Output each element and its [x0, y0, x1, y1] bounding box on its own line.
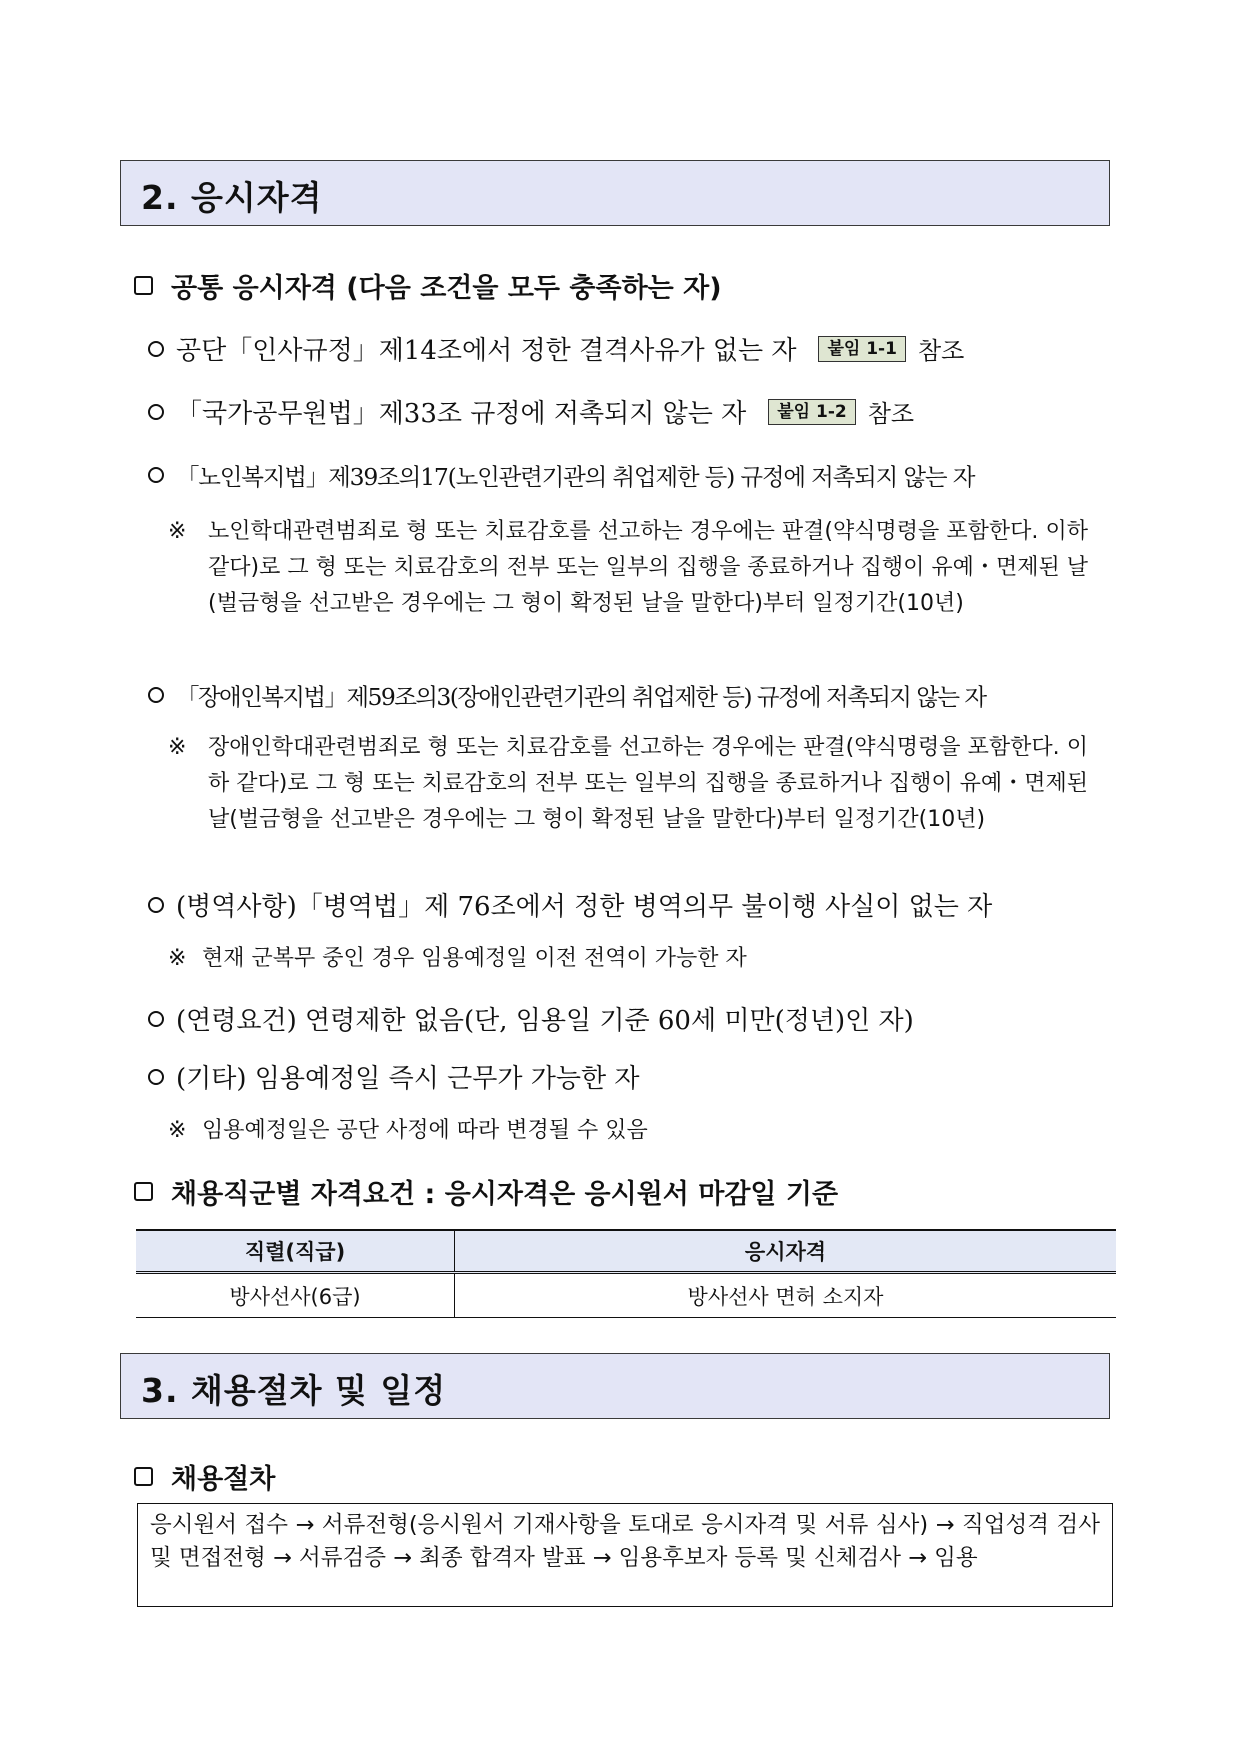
qualification-item-2-suffix: 참조 [867, 400, 915, 428]
qualification-item-2 [148, 393, 914, 430]
note-elderly-abuse [168, 514, 1128, 664]
checkbox-square-icon [134, 276, 153, 295]
qualification-item-4-text: 「장애인복지법」제59조의3(장애인관련기관의 취업제한 등) 규정에 저촉되지 않는 자 [176, 683, 986, 711]
qualification-item-3 [148, 458, 974, 492]
table-cell-qualification: 방사선사 면허 소지자 [455, 1273, 1117, 1318]
qualification-item-1-suffix: 참조 [917, 337, 965, 365]
qualification-item-5-text: (병역사항)「병역법」제 76조에서 정한 병역의무 불이행 사실이 없는 자 [176, 892, 993, 922]
note-mark-icon: ※ [168, 1118, 187, 1143]
note-military [168, 941, 1128, 977]
job-qualifications-heading [134, 1172, 838, 1211]
note-start-date [168, 1113, 1128, 1149]
qualification-item-6 [148, 1000, 914, 1037]
job-qualifications-heading-text: 채용직군별 자격요건 : 응시자격은 응시원서 마감일 기준 [171, 1179, 839, 1210]
note-mark-icon: ※ [168, 946, 187, 971]
note-start-date-text: 임용예정일은 공단 사정에 따라 변경될 수 있음 [202, 1118, 648, 1143]
circle-bullet-icon [148, 404, 164, 420]
note-elderly-abuse-text: 노인학대관련범죄로 형 또는 치료감호를 선고하는 경우에는 판결(약식명령을 포함한다. 이하 같다)로 그 형 또는 치료감호의 전부 또는 일부의 집행을 종료하거나 집행이 유예・면제된 날(벌금형을 선고받은 경우에는 그 형이 확정된 날을 말한다)부터 일정기간(10년) [208, 519, 1088, 616]
table-header-row [136, 1230, 1116, 1273]
attachment-tag-1-1: 붙임 1-1 [818, 336, 905, 362]
qualification-item-2-text: 「국가공무원법」제33조 규정에 저촉되지 않는 자 [176, 399, 747, 429]
process-heading-text: 채용절차 [171, 1464, 276, 1495]
qualification-item-6-text: (연령요건) 연령제한 없음(단, 임용일 기준 60세 미만(정년)인 자) [176, 1006, 914, 1036]
qualification-item-7-text: (기타) 임용예정일 즉시 근무가 가능한 자 [176, 1064, 640, 1094]
table-header-position: 직렬(직급) [136, 1230, 455, 1273]
qualification-table [136, 1229, 1116, 1318]
process-description: 응시원서 접수 → 서류전형(응시원서 기재사항을 토대로 응시자격 및 서류 심사) → 직업성격 검사 및 면접전형 → 서류검증 → 최종 합격자 발표 → 임용후보자 등록 및 신체검사 → 임용 [137, 1503, 1113, 1607]
common-qualifications-heading-text: 공통 응시자격 (다음 조건을 모두 충족하는 자) [171, 273, 722, 304]
note-mark-icon: ※ [168, 519, 187, 544]
section-2-header [120, 160, 1110, 226]
qualification-item-7 [148, 1058, 639, 1095]
table-cell-position: 방사선사(6급) [136, 1273, 455, 1318]
checkbox-square-icon [134, 1467, 153, 1486]
qualification-item-1 [148, 330, 964, 367]
circle-bullet-icon [148, 341, 164, 357]
qualification-item-1-text: 공단「인사규정」제14조에서 정한 결격사유가 없는 자 [176, 336, 797, 366]
qualification-item-4 [148, 678, 985, 712]
note-mark-icon: ※ [168, 735, 187, 760]
note-disabled-abuse-text: 장애인학대관련범죄로 형 또는 치료감호를 선고하는 경우에는 판결(약식명령을 포함한다. 이하 같다)로 그 형 또는 치료감호의 전부 또는 일부의 집행을 종료하거나 집행이 유예・면제된 날(벌금형을 선고받은 경우에는 그 형이 확정된 날을 말한다)부터 일정기간(10년) [208, 735, 1088, 832]
circle-bullet-icon [148, 687, 164, 703]
table-row [136, 1273, 1116, 1318]
circle-bullet-icon [148, 1069, 164, 1085]
section-2-title: 2. 응시자격 [141, 178, 323, 217]
circle-bullet-icon [148, 897, 164, 913]
table-header-qualification: 응시자격 [455, 1230, 1117, 1273]
section-3-title: 3. 채용절차 및 일정 [141, 1371, 447, 1410]
note-disabled-abuse [168, 730, 1128, 880]
qualification-item-3-text: 「노인복지법」제39조의17(노인관련기관의 취업제한 등) 규정에 저촉되지 않는 자 [176, 463, 975, 491]
circle-bullet-icon [148, 1011, 164, 1027]
attachment-tag-1-2: 붙임 1-2 [768, 399, 855, 425]
common-qualifications-heading [134, 266, 722, 305]
note-military-text: 현재 군복무 중인 경우 임용예정일 이전 전역이 가능한 자 [202, 946, 747, 971]
checkbox-square-icon [134, 1182, 153, 1201]
circle-bullet-icon [148, 467, 164, 483]
qualification-item-5 [148, 886, 992, 923]
section-3-header [120, 1353, 1110, 1419]
process-heading [134, 1457, 275, 1496]
